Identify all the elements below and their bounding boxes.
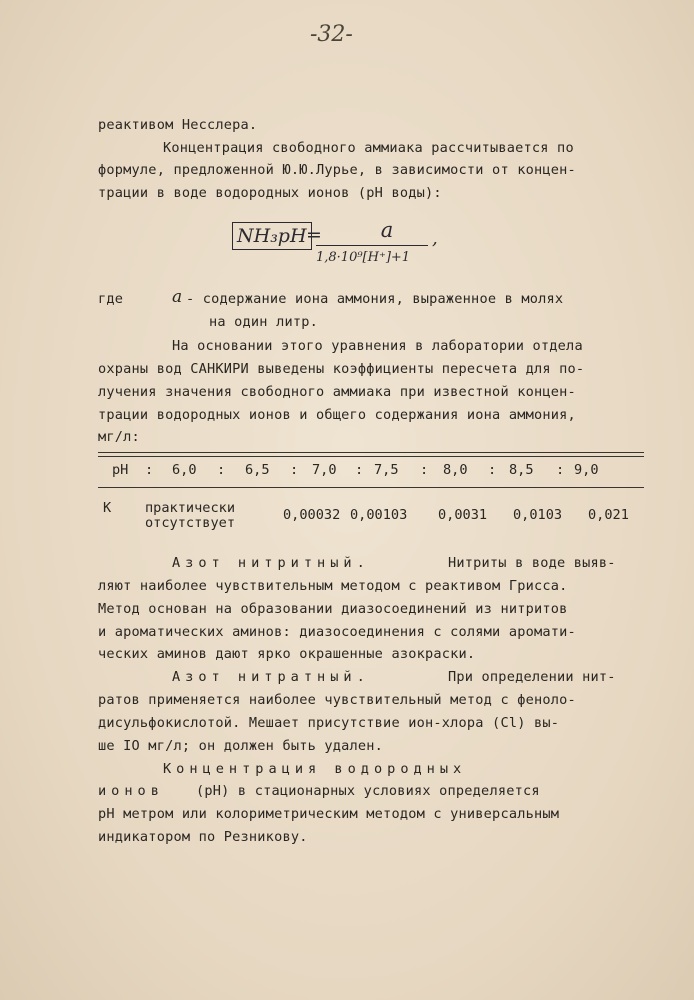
formula-lhs: NH₃pH (232, 222, 312, 250)
paragraph-line: Нитриты в воде выяв- (448, 555, 616, 571)
table-rule-mid (98, 487, 644, 488)
paragraph-line: ческих аминов дают ярко окрашенные азокраски. (98, 646, 476, 662)
row-label: К (103, 500, 112, 516)
formula-comma: , (432, 228, 438, 249)
where-word: где (98, 291, 124, 307)
paragraph-line: формуле, предложенной Ю.Ю.Лурье, в зависимости от концен- (98, 162, 576, 178)
paragraph-line: рН метром или колориметрическим методом с универсальным (98, 806, 560, 822)
table-cell: практически (145, 500, 236, 516)
where-line: - содержание иона аммония, выраженное в молях (186, 291, 564, 307)
formula-numerator: a (380, 218, 394, 242)
header-cell: 6,5 (245, 462, 270, 478)
header-cell: : (488, 462, 497, 478)
paragraph-line: дисульфокислотой. Мешает присутствие ион-хлора (Cl) вы- (98, 715, 560, 731)
where-line: на один литр. (209, 314, 318, 330)
paragraph-line: индикатором по Резникову. (98, 829, 308, 845)
table-cell: 0,00103 (350, 507, 408, 523)
paragraph-line: трации водородных ионов и общего содержания иона аммония, (98, 407, 576, 423)
formula-equals: = (306, 224, 322, 246)
header-cell: : (420, 462, 429, 478)
header-cell: : (217, 462, 226, 478)
page-number: -32- (310, 22, 353, 47)
table-rule-top (98, 452, 644, 453)
header-cell: 7,5 (374, 462, 399, 478)
paragraph-line: ляют наиболее чувствительным методом с реактивом Грисса. (98, 578, 568, 594)
header-cell: рН (112, 462, 129, 478)
formula-denominator: 1,8·10⁹[H⁺]+1 (316, 250, 411, 265)
paragraph-line: и ароматических аминов: диазосоединения с солями аромати- (98, 624, 576, 640)
table-cell: 0,0031 (438, 507, 488, 523)
table-cell: отсутствует (145, 515, 236, 531)
paragraph-line: (рН) в стационарных условиях определяется (196, 783, 540, 799)
paragraph-line: реактивом Несслера. (98, 117, 258, 133)
header-cell: 8,0 (443, 462, 468, 478)
paragraph-line: мг/л: (98, 429, 140, 445)
header-cell: 8,5 (509, 462, 534, 478)
fraction-bar (316, 245, 428, 246)
paragraph-line: Концентрация свободного аммиака рассчитывается по (163, 140, 574, 156)
header-cell: 9,0 (574, 462, 599, 478)
paragraph-line: ше IO мг/л; он должен быть удален. (98, 738, 384, 754)
paragraph-line: трации в воде водородных ионов (рН воды): (98, 185, 442, 201)
section-term-ph-cont: ионов (98, 783, 164, 799)
header-cell: : (556, 462, 565, 478)
paragraph-line: Метод основан на образовании диазосоединений из нитритов (98, 601, 568, 617)
paragraph-line: охраны вод САНКИРИ выведены коэффициенты пересчета для по- (98, 361, 585, 377)
paragraph-line: При определении нит- (448, 669, 616, 685)
table-cell: 0,00032 (283, 507, 341, 523)
ammonia-formula (232, 218, 452, 278)
header-cell: : (145, 462, 154, 478)
section-term-ph: Концентрация водородных (163, 761, 467, 777)
section-term-nitrite: Азот нитритный. (172, 555, 370, 571)
header-cell: : (355, 462, 364, 478)
header-cell: 6,0 (172, 462, 197, 478)
paragraph-line: ратов применяется наиболее чувствительный метод с феноло- (98, 692, 576, 708)
table-cell: 0,021 (588, 507, 629, 523)
header-cell: 7,0 (312, 462, 337, 478)
table-cell: 0,0103 (513, 507, 563, 523)
paragraph-line: лучения значения свободного аммиака при известной концен- (98, 384, 576, 400)
paragraph-line: На основании этого уравнения в лаборатории отдела (172, 338, 583, 354)
table-rule-top2 (98, 456, 644, 457)
header-cell: : (290, 462, 299, 478)
section-term-nitrate: Азот нитратный. (172, 669, 370, 685)
where-symbol: a (172, 287, 183, 307)
